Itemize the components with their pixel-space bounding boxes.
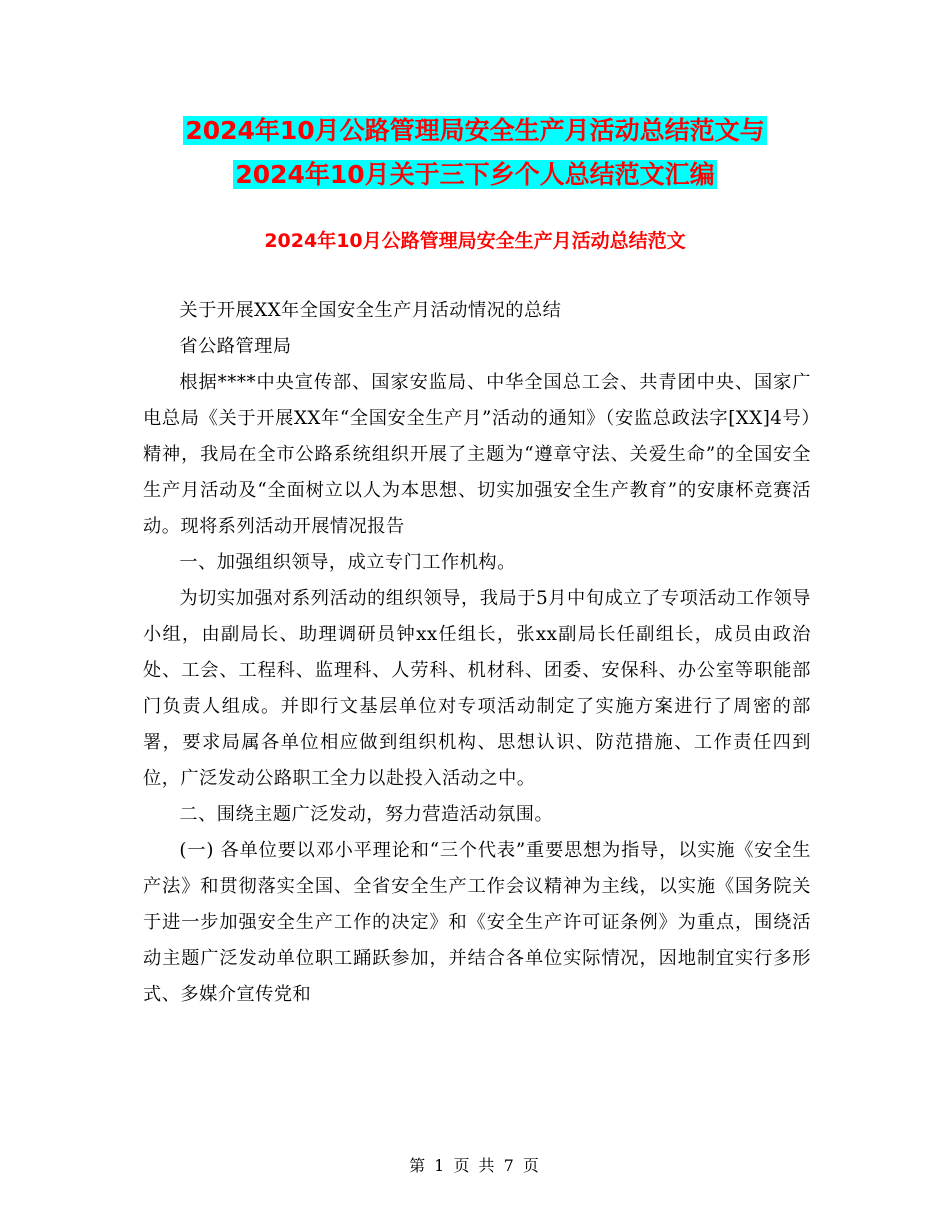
paragraph-section-2-item-1: (一) 各单位要以邓小平理论和“三个代表”重要思想为指导，以实施《安全生产法》和贯彻落实全国、全省安全生产工作会议精神为主线，以实施《国务院关于进一步加强安全生产工作的决定》和《安全生产许可证条例》为重点，围绕活动主题广泛发动单位职工踊跃参加，并结合各单位实际情况，因地制宜实行多形式、多媒介宣传党和 [143,840,811,1005]
section-title: 2024年10月公路管理局安全生产月活动总结范文 [264,230,686,252]
main-title-line-1 [0,111,950,151]
paragraph-heading: 关于开展XX年全国安全生产月活动情况的总结 [179,300,562,321]
main-title-line-1-highlight: 2024年10月公路管理局安全生产月活动总结范文与 [185,116,765,145]
paragraph-intro: 根据****中央宣传部、国家安监局、中华全国总工会、共青团中央、国家广电总局《关于开展XX年“全国安全生产月”活动的通知》（安监总政法字[XX]4号）精神，我局在全市公路系统组织开展了主题为“遵章守法、关爱生命”的全国安全生产月活动及“全面树立以人为本思想、切实加强安全生产教育”的安康杯竞赛活动。现将系列活动开展情况报告 [143,372,811,537]
main-title-line-2-highlight: 2024年10月关于三下乡个人总结范文汇编 [235,160,715,189]
body-text [143,293,811,1013]
paragraph-section-2-heading: 二、围绕主题广泛发动，努力营造活动氛围。 [179,804,554,825]
page-footer: 第 1 页 共 7 页 [409,1156,541,1175]
paragraph-issuer: 省公路管理局 [179,336,292,357]
paragraph-section-1-heading: 一、加强组织领导，成立专门工作机构。 [179,552,516,573]
main-title-line-2 [0,155,950,195]
paragraph-section-1-body: 为切实加强对系列活动的组织领导，我局于5月中旬成立了专项活动工作领导小组，由副局长、助理调研员钟xx任组长，张xx副局长任副组长，成员由政治处、工会、工程科、监理科、人劳科、机材科、团委、安保科、办公室等职能部门负责人组成。并即行文基层单位对专项活动制定了实施方案进行了周密的部署，要求局属各单位相应做到组织机构、思想认识、防范措施、工作责任四到位，广泛发动公路职工全力以赴投入活动之中。 [143,588,811,789]
